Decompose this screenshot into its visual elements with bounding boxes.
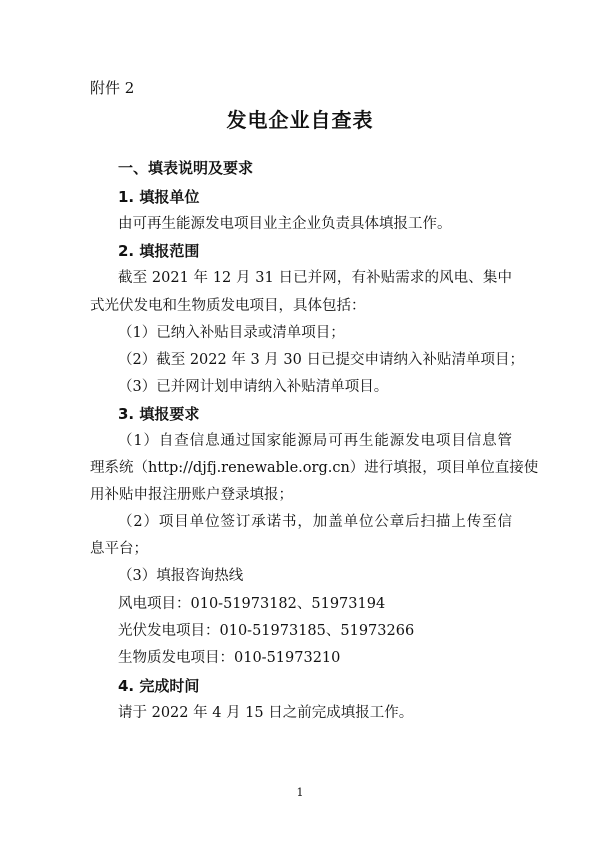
item3-p2-line2: 息平台； xyxy=(90,541,148,557)
section-heading-instructions: 一、填表说明及要求 xyxy=(118,159,254,177)
page-number: 1 xyxy=(296,786,304,799)
hotline-bio: 生物质发电项目：010-51973210 xyxy=(118,650,341,666)
item2-list-item-2: （2）截至 2022 年 3 月 30 日已提交申请纳入补贴清单项目； xyxy=(118,352,524,368)
item2-list-item-1: （1）已纳入补贴目录或清单项目； xyxy=(118,325,345,341)
item2-list-item-3: （3）已并网计划申请纳入补贴清单项目。 xyxy=(118,379,389,395)
item3-p1-line3: 用补贴申报注册账户登录填报； xyxy=(90,487,293,503)
item4-heading: 4. 完成时间 xyxy=(118,677,200,695)
page-title: 发电企业自查表 xyxy=(226,108,374,132)
hotline-wind: 风电项目：010-51973182、51973194 xyxy=(118,596,386,612)
item3-p1-line1: （1）自查信息通过国家能源局可再生能源发电项目信息管 xyxy=(118,433,512,449)
item2-heading: 2. 填报范围 xyxy=(118,242,200,260)
item2-text-line1: 截至 2021 年 12 月 31 日已并网，有补贴需求的风电、集中 xyxy=(118,270,512,286)
item3-p1-line2: 理系统（http://djfj.renewable.org.cn）进行填报，项目单位直接使 xyxy=(90,460,539,476)
item2-text-line2: 式光伏发电和生物质发电项目，具体包括： xyxy=(90,298,366,314)
annex-label: 附件 2 xyxy=(90,79,135,97)
hotline-pv: 光伏发电项目：010-51973185、51973266 xyxy=(118,623,415,639)
item3-heading: 3. 填报要求 xyxy=(118,405,200,423)
item3-p3: （3）填报咨询热线 xyxy=(118,568,244,584)
item1-heading: 1. 填报单位 xyxy=(118,188,200,206)
item3-p2-line1: （2）项目单位签订承诺书，加盖单位公章后扫描上传至信 xyxy=(118,514,512,530)
item4-text: 请于 2022 年 4 月 15 日之前完成填报工作。 xyxy=(118,705,414,721)
item1-text: 由可再生能源发电项目业主企业负责具体填报工作。 xyxy=(118,216,452,232)
